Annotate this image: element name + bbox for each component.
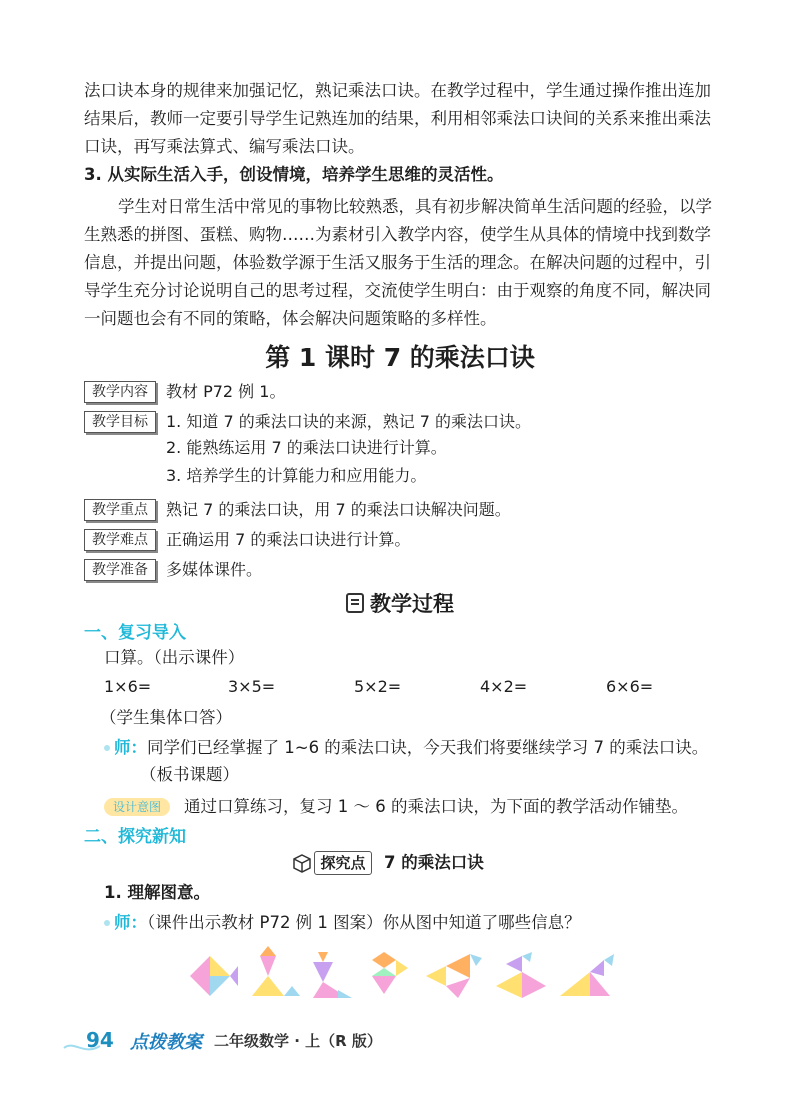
content-text: 教材 P72 例 1。 (166, 382, 286, 401)
point3-line-5: 一问题也会有不同的策略，体会解决问题策略的多样性。 (84, 309, 497, 328)
point3-line-3: 信息，并提出问题，体验数学源于生活又服务于生活的理念。在解决问题的过程中，引 (84, 253, 711, 272)
content-tag: 教学内容 (84, 381, 156, 403)
intro-line-1: 法口诀本身的规律来加强记忆，熟记乘法口诀。在教学过程中，学生通过操作推出连加 (84, 81, 711, 100)
calc-5: 6×6= (606, 677, 654, 696)
teacher-label: 师： (114, 913, 147, 932)
process-heading-text: 教学过程 (370, 592, 454, 616)
bullet-icon (104, 745, 110, 751)
oral-calc-instruction: 口算。（出示课件） (104, 648, 245, 667)
board-note: （板书课题） (140, 765, 239, 784)
prep-text: 多媒体课件。 (166, 560, 263, 579)
bullet-icon (104, 920, 110, 926)
tangram-figure-6 (496, 952, 546, 998)
prep-tag: 教学准备 (84, 559, 156, 581)
calc-3: 5×2= (354, 677, 402, 696)
difficult-tag: 教学难点 (84, 529, 156, 551)
point3-line-4: 导学生充分讨论说明自己的思考过程，交流使学生明白：由于观察的角度不同，解决同 (84, 281, 711, 300)
intro-line-2: 结果后，教师一定要引导学生记熟连加的结果，利用相邻乘法口诀间的关系来推出乘法 (84, 109, 711, 128)
goal-1: 1. 知道 7 的乘法口诀的来源，熟记 7 的乘法口诀。 (166, 412, 532, 431)
student-answer: （学生集体口答） (100, 708, 232, 727)
explore-title: 7 的乘法口诀 (384, 853, 484, 872)
explore-tag: 探究点 (314, 851, 372, 875)
process-heading (0, 588, 800, 618)
tangram-figure-5 (426, 954, 482, 998)
calc-1: 1×6= (104, 677, 152, 696)
tangram-figure-7 (560, 954, 614, 996)
design-intent-text: 通过口算练习，复习 1 ～ 6 的乘法口诀，为下面的教学活动作铺垫。 (184, 797, 688, 816)
point3-line-1: 学生对日常生活中常见的事物比较熟悉，具有初步解决简单生活问题的经验，以学 (118, 197, 712, 216)
point3-heading: 3. 从实际生活入手，创设情境，培养学生思维的灵活性。 (84, 165, 504, 184)
calc-4: 4×2= (480, 677, 528, 696)
point3-line-2: 生熟悉的拼图、蛋糕、购物……为素材引入教学内容，使学生从具体的情境中找到数学 (84, 225, 711, 244)
step-1: 1. 理解图意。 (104, 883, 210, 902)
book-subtitle: 二年级数学 · 上（R 版） (214, 1032, 382, 1050)
design-intent-tag: 设计意图 (104, 798, 170, 816)
tangram-figures (190, 946, 620, 1006)
lesson-title: 第 1 课时 7 的乘法口诀 (265, 343, 535, 372)
page-number: 94 (86, 1028, 114, 1052)
teacher-line-2 (104, 910, 581, 936)
goal-3: 3. 培养学生的计算能力和应用能力。 (166, 466, 427, 485)
brand-logo: 点拨教案 (130, 1032, 202, 1053)
section-review: 一、复习导入 (84, 623, 186, 643)
tangram-figure-3 (313, 952, 352, 998)
calc-2: 3×5= (228, 677, 276, 696)
teacher-line-1 (104, 735, 708, 761)
teacher-text: 同学们已经掌握了 1~6 的乘法口诀，今天我们将要继续学习 7 的乘法口诀。 (147, 738, 709, 757)
book-icon (346, 593, 364, 613)
goal-2: 2. 能熟练运用 7 的乘法口诀进行计算。 (166, 438, 447, 457)
goals-tag: 教学目标 (84, 411, 156, 433)
difficult-text: 正确运用 7 的乘法口诀进行计算。 (166, 530, 411, 549)
section-explore: 二、探究新知 (84, 827, 186, 847)
tangram-figure-2 (252, 946, 300, 996)
cube-icon (292, 853, 312, 873)
intro-line-3: 口诀，再写乘法算式、编写乘法口诀。 (84, 137, 365, 156)
tangram-figure-1 (190, 956, 238, 996)
tangram-figure-4 (372, 952, 408, 994)
key-text: 熟记 7 的乘法口诀，用 7 的乘法口诀解决问题。 (166, 500, 511, 519)
teacher-label: 师： (114, 738, 147, 757)
key-tag: 教学重点 (84, 499, 156, 521)
teacher-text-2: （课件出示教材 P72 例 1 图案）你从图中知道了哪些信息？ (147, 913, 581, 932)
